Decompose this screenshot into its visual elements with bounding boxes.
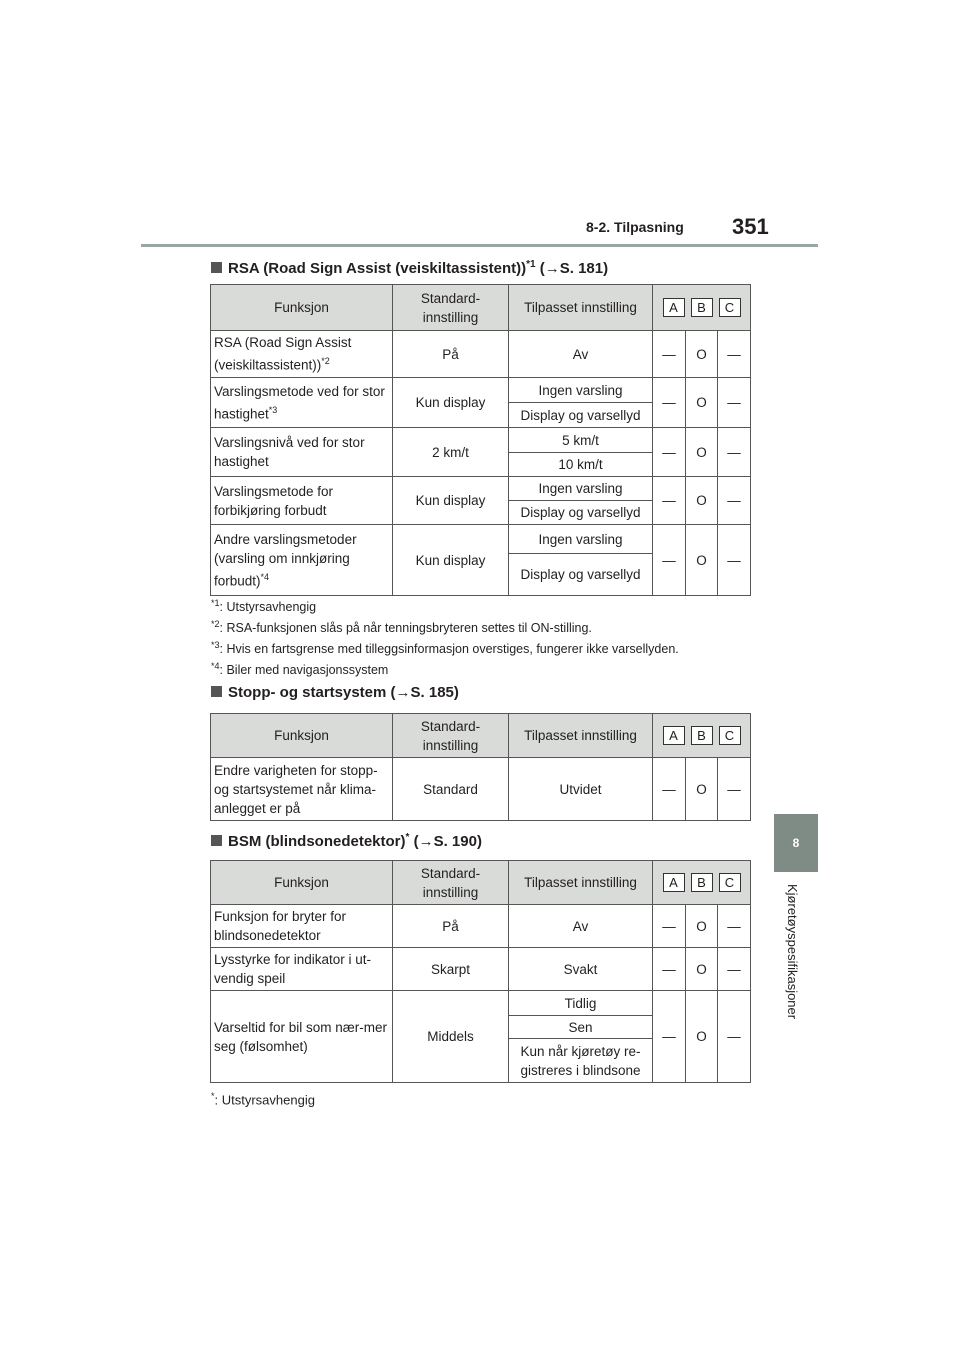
heading-ref: (→S. 181) — [535, 260, 609, 277]
custom-cell: Display og varsellyd — [509, 501, 653, 525]
function-cell: Endre varigheten for stopp- og startsystemet når klima-anlegget er på — [211, 758, 393, 821]
section-title: 8-2. Tilpasning — [586, 219, 684, 235]
custom-cell: Av — [509, 331, 653, 378]
custom-cell: Kun når kjøretøy re-gistreres i blindsone — [509, 1039, 653, 1083]
col-default: Standard- innstilling — [393, 861, 509, 905]
c-cell: — — [718, 477, 751, 525]
table-row — [211, 758, 751, 821]
col-a-box: A — [663, 873, 685, 892]
heading-bullet — [211, 835, 222, 846]
b-cell: O — [686, 331, 718, 378]
custom-cell: Ingen varsling — [509, 477, 653, 501]
table-header-row — [211, 285, 751, 331]
default-cell: Skarpt — [393, 948, 509, 991]
heading-text: BSM (blindsonedetektor) — [228, 833, 406, 850]
col-a-box: A — [663, 298, 685, 317]
custom-cell: Utvidet — [509, 758, 653, 821]
custom-cell: Display og varsellyd — [509, 403, 653, 428]
bsm-table — [210, 860, 751, 1083]
chapter-label — [782, 884, 804, 1044]
table-row — [211, 428, 751, 453]
function-cell: Varslingsnivå ved for stor hastighet — [211, 428, 393, 477]
a-cell: — — [653, 905, 686, 948]
a-cell: — — [653, 331, 686, 378]
col-abc — [653, 714, 751, 758]
table-row — [211, 378, 751, 403]
chapter-label-text: Kjøretøyspesifikasjoner — [785, 884, 800, 1020]
c-cell: — — [718, 428, 751, 477]
custom-cell: Av — [509, 905, 653, 948]
col-c-box: C — [719, 726, 741, 745]
col-c-box: C — [719, 873, 741, 892]
function-cell: Funksjon for bryter for blindsonedetektor — [211, 905, 393, 948]
section-heading-rsa — [211, 259, 608, 277]
function-cell: Lysstyrke for indikator i ut-vendig speil — [211, 948, 393, 991]
function-cell: Varslingsmetode ved for stor hastighet$^{*3}$ — [211, 378, 393, 428]
function-cell: Varslingsmetode for forbikjøring forbudt — [211, 477, 393, 525]
col-b-box: B — [691, 873, 713, 892]
table-header-row — [211, 861, 751, 905]
heading-text: RSA (Road Sign Assist (veiskiltassistent)) — [228, 260, 527, 277]
c-cell: — — [718, 758, 751, 821]
col-custom: Tilpasset innstilling — [509, 861, 653, 905]
a-cell: — — [653, 991, 686, 1083]
header-rule — [141, 244, 818, 247]
section-heading-stop-start — [211, 684, 459, 701]
b-cell: O — [686, 991, 718, 1083]
col-b-box: B — [691, 298, 713, 317]
custom-cell: Sen — [509, 1016, 653, 1039]
section-heading-bsm — [211, 832, 482, 850]
heading-bullet — [211, 262, 222, 273]
a-cell: — — [653, 948, 686, 991]
a-cell: — — [653, 428, 686, 477]
footnote: $^{*2}$: RSA-funksjonen slås på når tenningsbryteren settes til ON-stilling. — [211, 619, 592, 636]
default-cell: Kun display — [393, 477, 509, 525]
col-function: Funksjon — [211, 861, 393, 905]
a-cell: — — [653, 758, 686, 821]
col-abc — [653, 285, 751, 331]
footnote: *: Utstyrsavhengig — [211, 1091, 315, 1108]
heading-ref: (→S. 190) — [409, 833, 482, 850]
heading-bullet — [211, 686, 222, 697]
stop-start-table — [210, 713, 751, 821]
col-function: Funksjon — [211, 285, 393, 331]
table-row — [211, 948, 751, 991]
chapter-number: 8 — [792, 836, 800, 850]
default-cell: Middels — [393, 991, 509, 1083]
custom-cell: Tidlig — [509, 991, 653, 1016]
function-cell: RSA (Road Sign Assist (veiskiltassistent))$^{*2}$ — [211, 331, 393, 378]
custom-cell: 10 km/t — [509, 453, 653, 477]
footnote: $^{*3}$: Hvis en fartsgrense med tilleggsinformasjon overstiges, fungerer ikke varsellyden. — [211, 640, 679, 657]
col-abc — [653, 861, 751, 905]
b-cell: O — [686, 905, 718, 948]
table-header-row — [211, 714, 751, 758]
table-row — [211, 477, 751, 501]
b-cell: O — [686, 948, 718, 991]
heading-ref: (→S. 185) — [386, 684, 459, 701]
footnote: $^{*4}$: Biler med navigasjonssystem — [211, 661, 389, 678]
heading-text: Stopp- og startsystem — [228, 684, 387, 701]
default-cell: På — [393, 331, 509, 378]
b-cell: O — [686, 758, 718, 821]
table-row — [211, 905, 751, 948]
col-default: Standard- innstilling — [393, 285, 509, 331]
default-cell: 2 km/t — [393, 428, 509, 477]
a-cell: — — [653, 525, 686, 596]
custom-cell: Ingen varsling — [509, 525, 653, 554]
footnote: $^{*1}$: Utstyrsavhengig — [211, 598, 317, 615]
c-cell: — — [718, 331, 751, 378]
table-row — [211, 331, 751, 378]
heading-sup: * — [405, 832, 410, 843]
function-cell: Andre varslingsmetoder (varsling om innkjøring forbudt)$^{*4}$ — [211, 525, 393, 596]
c-cell: — — [718, 378, 751, 428]
heading-sup: *1 — [526, 259, 536, 270]
custom-cell: Ingen varsling — [509, 378, 653, 403]
default-cell: Standard — [393, 758, 509, 821]
c-cell: — — [718, 948, 751, 991]
a-cell: — — [653, 477, 686, 525]
b-cell: O — [686, 378, 718, 428]
b-cell: O — [686, 477, 718, 525]
custom-cell: 5 km/t — [509, 428, 653, 453]
a-cell: — — [653, 378, 686, 428]
c-cell: — — [718, 991, 751, 1083]
c-cell: — — [718, 905, 751, 948]
page-number: 351 — [732, 214, 769, 239]
custom-cell: Display og varsellyd — [509, 554, 653, 596]
col-function: Funksjon — [211, 714, 393, 758]
col-default: Standard- innstilling — [393, 714, 509, 758]
function-cell: Varseltid for bil som nær-mer seg (følsomhet) — [211, 991, 393, 1083]
b-cell: O — [686, 428, 718, 477]
col-c-box: C — [719, 298, 741, 317]
rsa-table — [210, 284, 751, 596]
table-row — [211, 525, 751, 554]
c-cell: — — [718, 525, 751, 596]
b-cell: O — [686, 525, 718, 596]
col-custom: Tilpasset innstilling — [509, 285, 653, 331]
col-a-box: A — [663, 726, 685, 745]
default-cell: På — [393, 905, 509, 948]
col-custom: Tilpasset innstilling — [509, 714, 653, 758]
table-row — [211, 991, 751, 1016]
default-cell: Kun display — [393, 525, 509, 596]
custom-cell: Svakt — [509, 948, 653, 991]
default-cell: Kun display — [393, 378, 509, 428]
col-b-box: B — [691, 726, 713, 745]
